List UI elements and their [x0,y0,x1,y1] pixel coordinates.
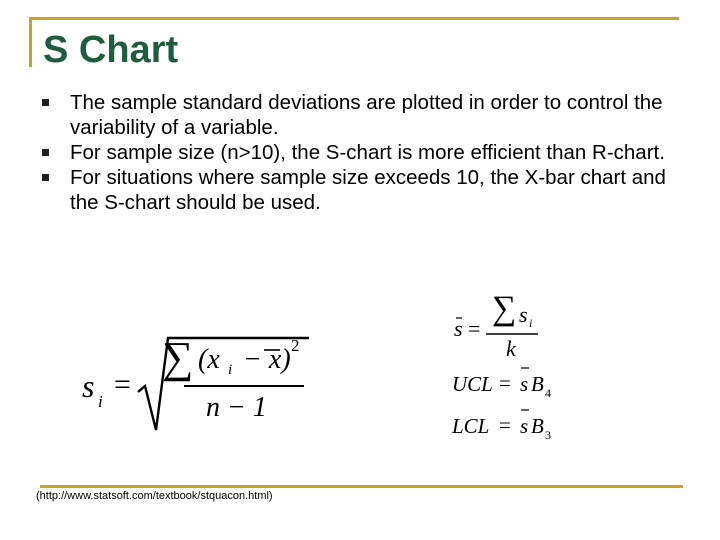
ucl-equals: = [499,371,511,395]
source-citation: (http://www.statsoft.com/textbook/stquacon.html) [36,490,273,502]
lcl-b: B [531,414,544,438]
square-bullet-icon [42,99,49,106]
top-frame-line [29,17,679,20]
summation-symbol: ∑ [162,333,194,382]
ucl-label: UCL [452,372,493,396]
sbar-summation-symbol: ∑ [492,290,517,327]
bullet-list [42,90,692,215]
sbar-denominator: k [506,336,516,361]
lcl-equals: = [499,413,511,437]
sbar-symbol: s [454,316,463,341]
bullet-text: For situations where sample size exceeds 10, the X-bar chart and the S-chart should be used. [70,166,666,214]
formula-numerator-subscript: i [228,362,233,378]
formula-numerator: (x [198,344,220,375]
bullet-item [42,140,692,165]
bullet-text: For sample size (n>10), the S-chart is more efficient than R-chart. [70,141,665,164]
control-limit-formulas [448,292,578,442]
bullet-item [42,90,692,140]
formula-denominator: n − 1 [206,392,267,423]
left-frame-line [29,17,32,67]
sbar-numerator: s [519,302,528,327]
sbar-equals: = [468,316,481,341]
formula-numerator-rest: − x) [236,344,291,375]
sbar-numerator-subscript: i [529,316,533,330]
slide-title: S Chart [43,29,179,71]
square-bullet-icon [42,174,49,181]
formula-equals: = [114,368,131,401]
formula-exponent: 2 [291,336,300,355]
lcl-subscript: 3 [545,428,551,442]
bullet-item [42,165,692,215]
ucl-subscript: 4 [545,386,551,400]
lcl-label: LCL [452,414,490,438]
formula-lhs-subscript: i [98,392,103,411]
ucl-s: s [520,372,529,396]
bullet-text: The sample standard deviations are plotted in order to control the variability of a variable. [70,91,663,139]
formula-lhs: s [82,368,95,404]
ucl-b: B [531,372,544,396]
square-bullet-icon [42,149,49,156]
std-dev-formula [78,330,328,440]
bottom-frame-line [40,485,683,488]
lcl-s: s [520,414,529,438]
